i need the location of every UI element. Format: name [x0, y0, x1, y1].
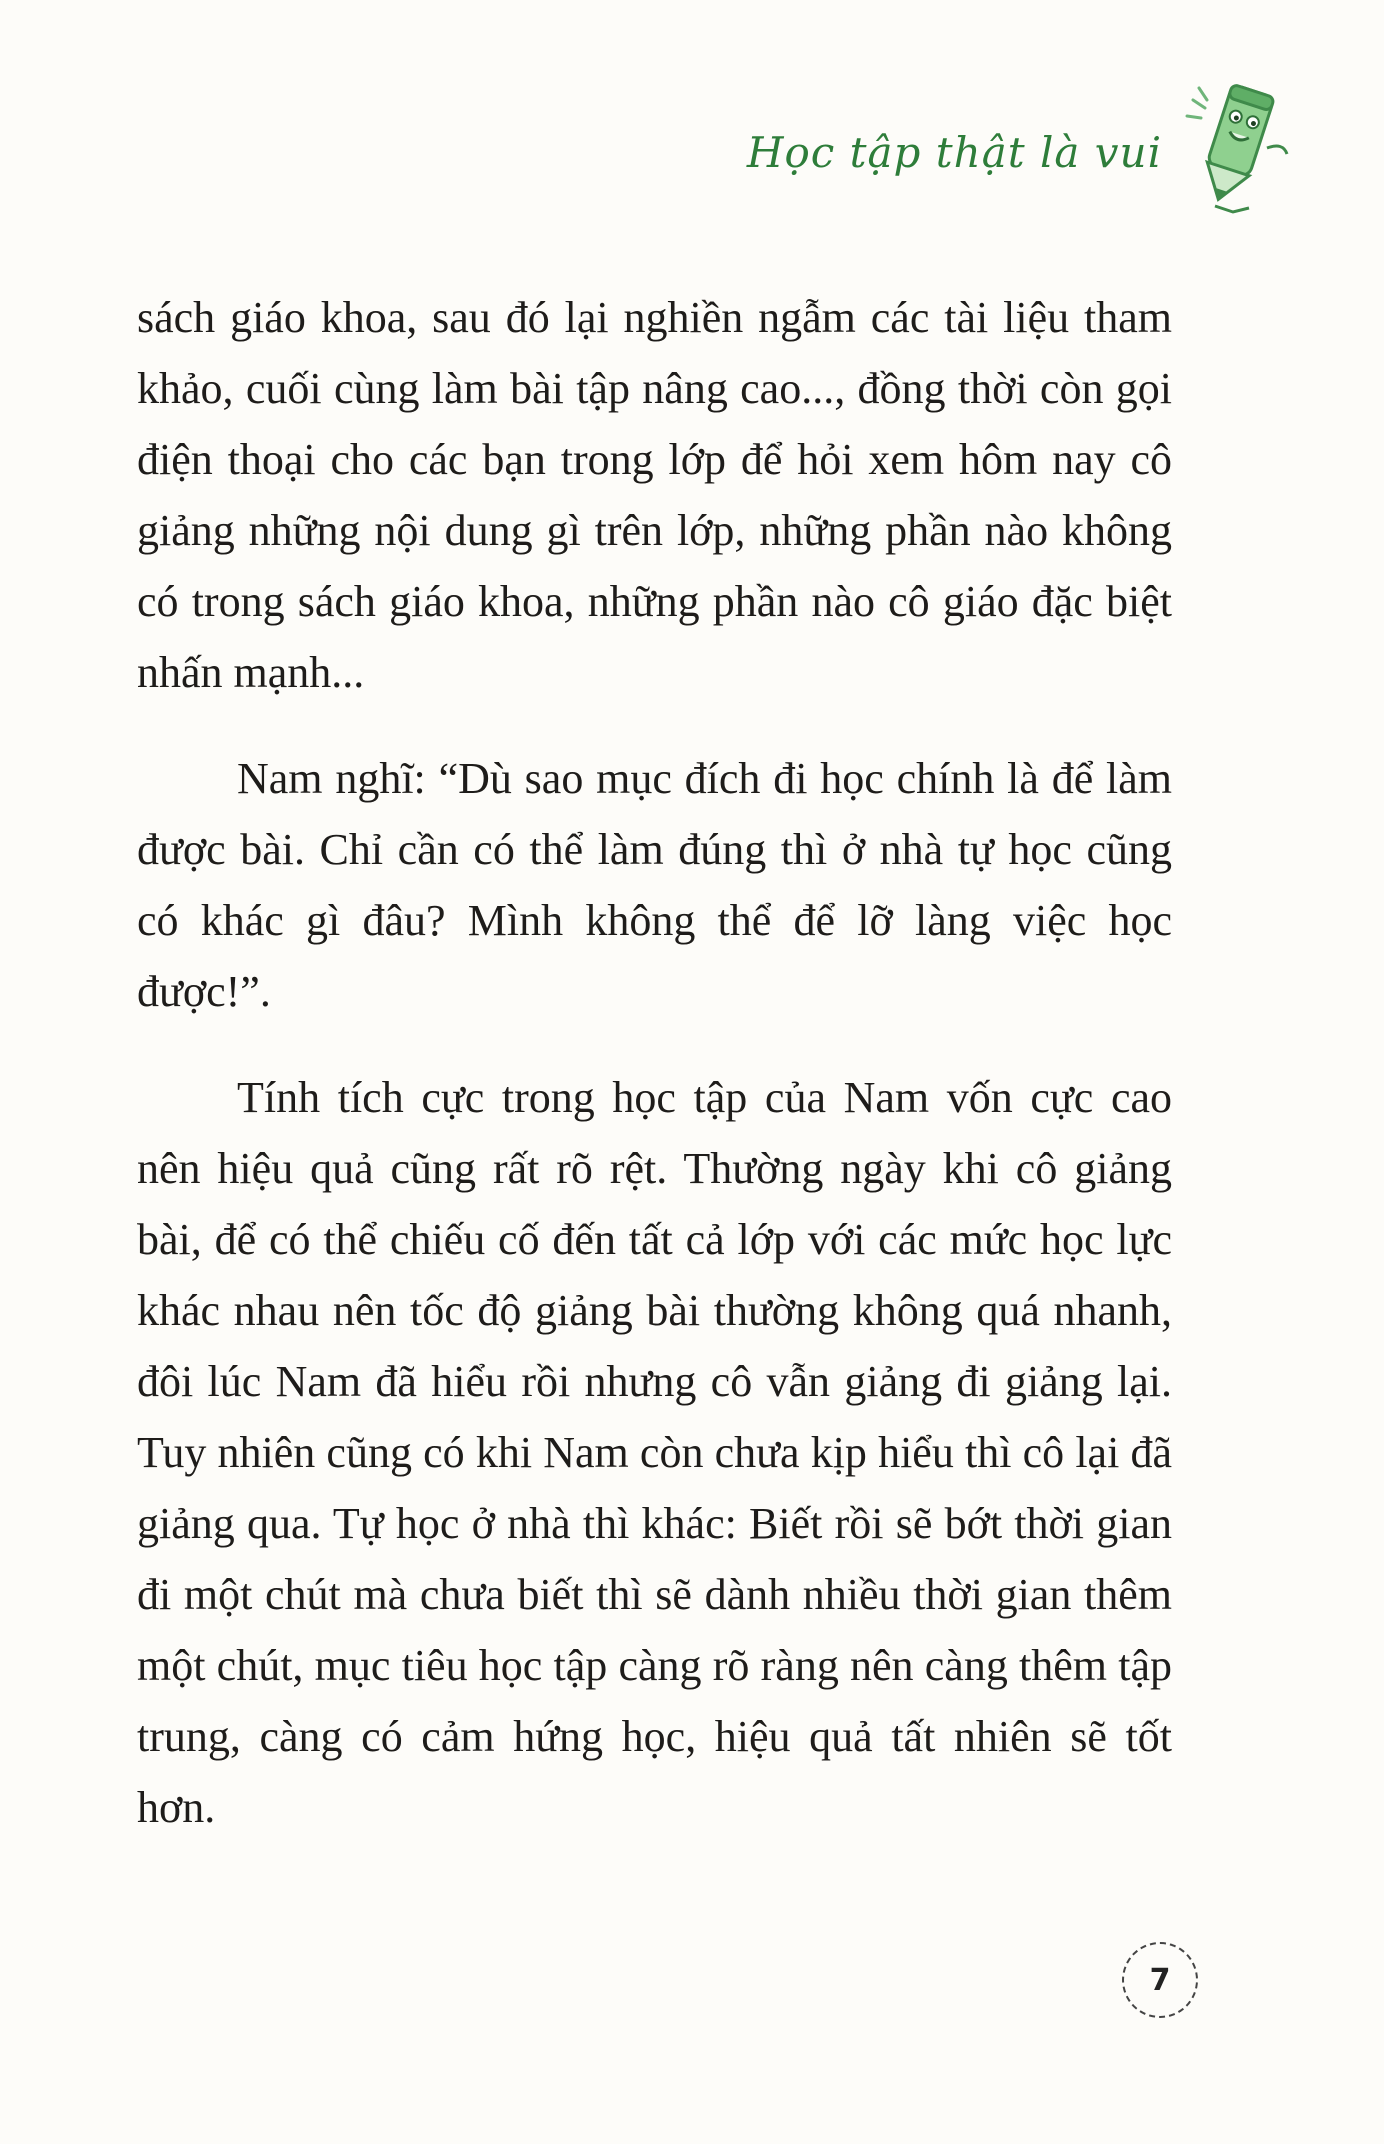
running-header-title: Học tập thật là vui: [746, 128, 1162, 177]
paragraph-3: Tính tích cực trong học tập của Nam vốn cực cao nên hiệu quả cũng rất rõ rệt. Thường ngày khi cô giảng bài, để có thể chiếu cố đến tất cả lớp với các mức học lực khác nhau nên tốc độ giảng bài thường không quá nhanh, đôi lúc Nam đã hiểu rồi nhưng cô vẫn giảng đi giảng lại. Tuy nhiên cũng có khi Nam còn chưa kịp hiểu thì cô lại đã giảng qua. Tự học ở nhà thì khác: Biết rồi sẽ bớt thời gian đi một chút mà chưa biết thì sẽ dành nhiều thời gian thêm một chút, mục tiêu học tập càng rõ ràng nên càng thêm tập trung, càng có cảm hứng học, hiệu quả tất nhiên sẽ tốt hơn.: [137, 1073, 1172, 1832]
pencil-mascot-icon: [1175, 78, 1295, 218]
page-number: 7: [1122, 1942, 1198, 2018]
paragraph-2: Nam nghĩ: “Dù sao mục đích đi học chính là để làm được bài. Chỉ cần có thể làm đúng thì ở nhà tự học cũng có khác gì đâu? Mình không thể để lỡ làng việc học được!”.: [137, 754, 1172, 1016]
paragraph-1: sách giáo khoa, sau đó lại nghiền ngẫm các tài liệu tham khảo, cuối cùng làm bài tập nâng cao..., đồng thời còn gọi điện thoại cho các bạn trong lớp để hỏi xem hôm nay cô giảng những nội dung gì trên lớp, những phần nào không có trong sách giáo khoa, những phần nào cô giáo đặc biệt nhấn mạnh...: [137, 293, 1172, 697]
body-text: [137, 282, 1172, 1843]
